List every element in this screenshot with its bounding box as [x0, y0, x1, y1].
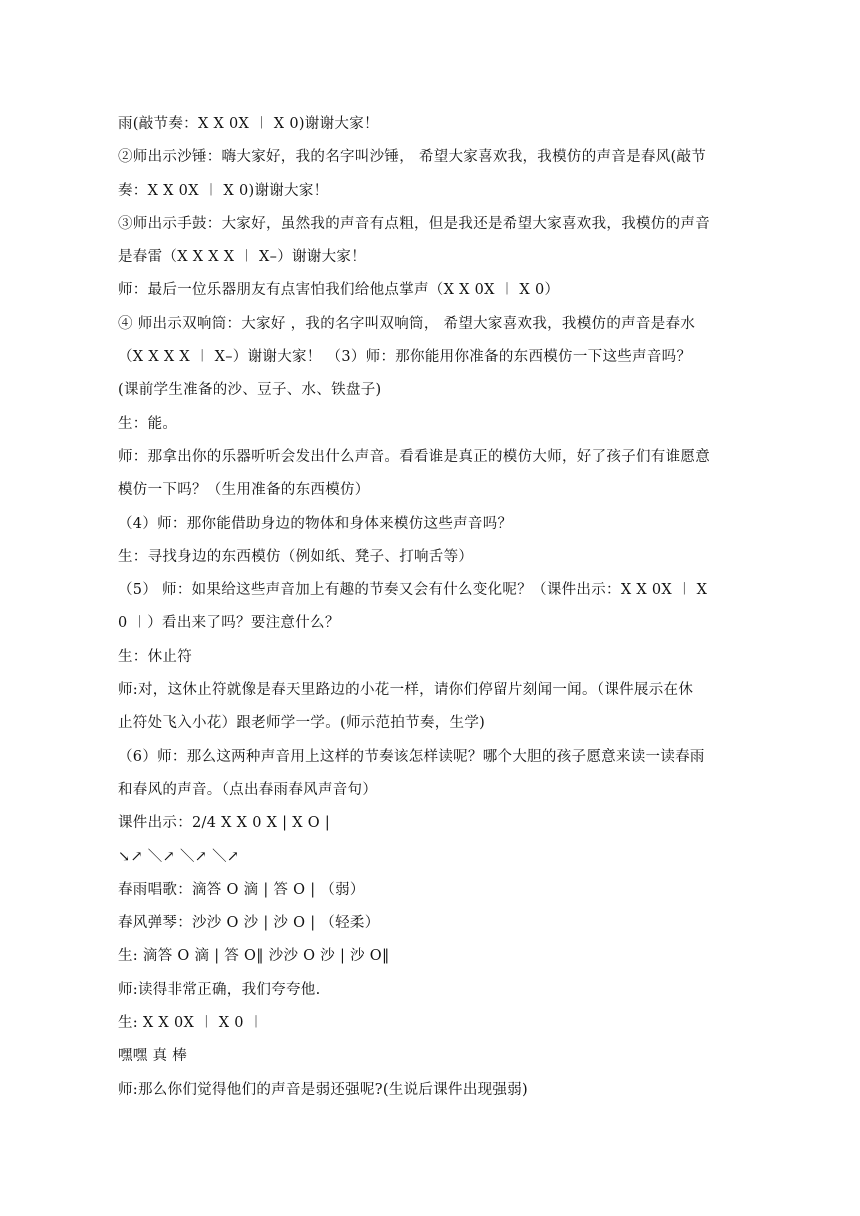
text-line: 生: X X 0X ︱ X 0 ︱ [118, 1015, 264, 1032]
text-line: （6）师：那么这两种声音用上这样的节奏该怎样读呢？哪个大胆的孩子愿意来读一读春雨 [118, 748, 705, 765]
text-line: 止符处飞入小花）跟老师学一学。(师示范拍节奏，生学) [118, 715, 486, 732]
text-line: （X X X X ︱ X–）谢谢大家！ （3）师：那你能用你准备的东西模仿一下这些声音吗？ [118, 349, 692, 366]
text-line: 奏：X X 0X ︱ X 0)谢谢大家！ [118, 182, 329, 199]
text-line: 生: 滴答 O 滴 | 答 O‖ 沙沙 O 沙 | 沙 O‖ [118, 948, 390, 965]
text-line: 和春风的声音。（点出春雨春风声音句） [118, 781, 378, 798]
text-line: （5） 师：如果给这些声音加上有趣的节奏又会有什么变化呢？（课件出示：X X 0X ︱ X [118, 582, 708, 599]
text-line: 模仿一下吗？（生用准备的东西模仿） [118, 482, 370, 499]
text-line: 师:对，这休止符就像是春天里路边的小花一样，请你们停留片刻闻一闻。（课件展示在休 [118, 682, 694, 699]
text-line: 师：最后一位乐器朋友有点害怕我们给他点掌声（X X 0X ︱ X 0） [118, 282, 560, 299]
text-line: ②师出示沙锤：嗨大家好，我的名字叫沙锤， 希望大家喜欢我，我模仿的声音是春风(敲节 [118, 149, 707, 166]
text-line: 师：那拿出你的乐器听听会发出什么声音。看看谁是真正的模仿大师，好了孩子们有谁愿意 [118, 448, 710, 465]
text-line: 课件出示：2/4 X X 0 X | X O | [118, 815, 331, 832]
text-line: （4）师：那你能借助身边的物体和身体来模仿这些声音吗？ [118, 515, 513, 532]
text-line: 师:读得非常正确，我们夸夸他. [118, 981, 321, 998]
text-line: ③师出示手鼓：大家好，虽然我的声音有点粗，但是我还是希望大家喜欢我，我模仿的声音 [118, 215, 710, 232]
text-line: 生：寻找身边的东西模仿（例如纸、凳子、打响舌等） [118, 548, 474, 565]
text-line: 春雨唱歌：滴答 O 滴 | 答 O | （弱） [118, 881, 365, 898]
text-line: ↘↗ ＼↗ ＼↗ ＼↗ [118, 848, 240, 865]
text-line: (课前学生准备的沙、豆子、水、铁盘子) [118, 382, 382, 399]
text-line: 是春雷（X X X X ︱ X–）谢谢大家！ [118, 249, 367, 266]
text-line: 0 ︱）看出来了吗？要注意什么？ [118, 615, 340, 632]
text-line: 师:那么你们觉得他们的声音是弱还强呢?(生说后课件出现强弱) [118, 1081, 528, 1098]
text-line: 春风弹琴：沙沙 O 沙 | 沙 O | （轻柔） [118, 915, 380, 932]
text-line: 嘿嘿 真 棒 [118, 1048, 188, 1065]
text-line: 生：休止符 [118, 648, 192, 665]
text-line: ④ 师出示双响筒：大家好 ，我的名字叫双响筒， 希望大家喜欢我，我模仿的声音是春水 [118, 315, 696, 332]
text-line: 生：能。 [118, 415, 178, 432]
document-body [118, 108, 738, 1107]
text-line: 雨(敲节奏：X X 0X ︱ X 0)谢谢大家！ [118, 116, 379, 132]
